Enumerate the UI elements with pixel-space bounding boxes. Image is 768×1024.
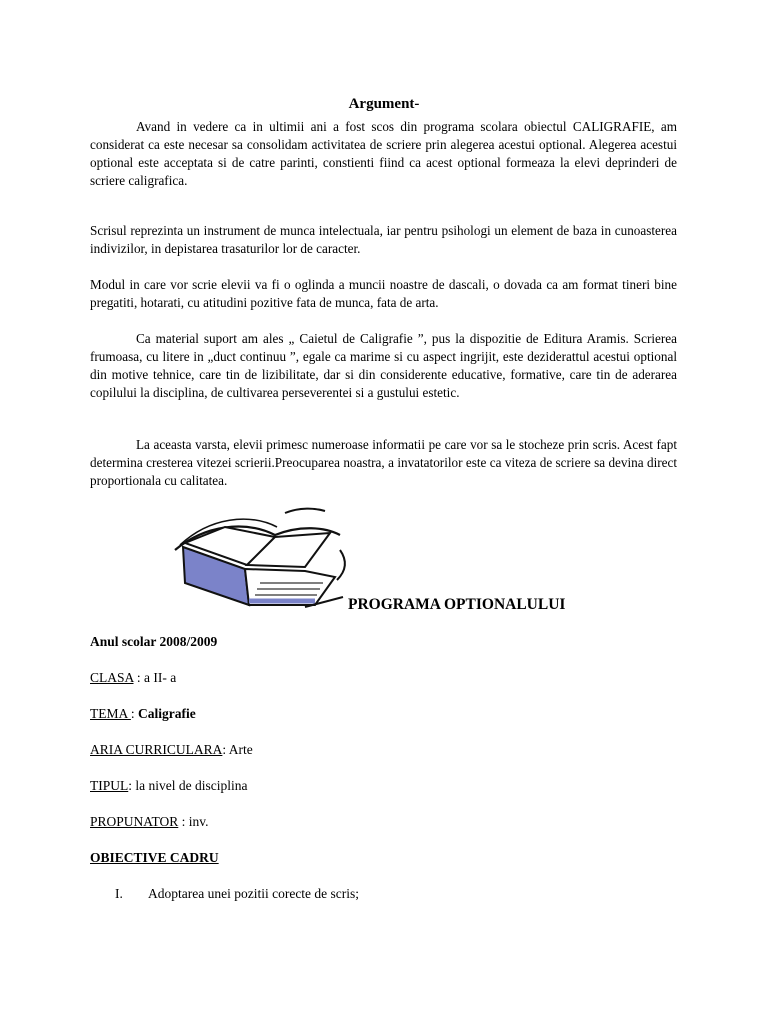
field-tema (90, 706, 196, 722)
field-separator: : (178, 814, 189, 829)
field-label: PROPUNATOR (90, 814, 179, 829)
open-book-icon (165, 505, 355, 615)
argument-heading: Argument- (348, 96, 420, 112)
argument-paragraph-2: Scrisul reprezinta un instrument de munca intelectuala, iar pentru psihologi un element de baza in cunoasterea indivizilor, in depistarea trasaturilor lor de caracter. (90, 223, 677, 256)
field-value: inv. (188, 814, 209, 829)
field-aria-curriculara (90, 742, 253, 758)
argument-paragraph-3: Modul in care vor scrie elevii va fi o oglinda a muncii noastre de dascali, o dovada ca am format tineri bine pregatiti, hotarati, cu atitudini pozitive fata de munca, fata de arta. (90, 277, 677, 310)
field-label: CLASA (90, 670, 134, 685)
field-label: TIPUL (90, 778, 129, 793)
program-title: PROGRAMA OPTIONALULUI (348, 596, 566, 613)
field-tipul (90, 778, 247, 794)
field-propunator (90, 814, 209, 830)
field-value: Caligrafie (138, 706, 196, 721)
argument-paragraph-1: Avand in vedere ca in ultimii ani a fost scos din programa scolara obiectul CALIGRAFIE, am considerat ca este necesar sa consolidam activitatea de scriere prin alegerea acestui optional. Alegerea acestui optional este acceptata si de catre parinti, constienti fiind ca acest optional formeaza la elevi deprinderi de scriere caligrafica. (90, 119, 677, 188)
field-value: Arte (228, 742, 253, 757)
field-value: a II- a (144, 670, 177, 685)
field-separator: : (128, 778, 136, 793)
field-separator: : (130, 706, 139, 721)
objective-item (115, 886, 359, 902)
field-value: la nivel de disciplina (135, 778, 248, 793)
field-label: ARIA CURRICULARA (90, 742, 223, 757)
field-separator: : (222, 742, 229, 757)
argument-paragraph-5: La aceasta varsta, elevii primesc numeroase informatii pe care vor sa le stocheze prin scris. Acest fapt determina cresterea vitezei scrierii.Preocuparea noastra, a invatatorilor este ca viteza de scriere sa devina direct proportionala cu calitatea. (90, 437, 677, 488)
field-clasa (90, 670, 176, 686)
field-separator: : (133, 670, 145, 685)
school-year: Anul scolar 2008/2009 (90, 634, 218, 649)
objective-text: Adoptarea unei pozitii corecte de scris; (148, 886, 360, 901)
argument-paragraph-4: Ca material suport am ales „ Caietul de Caligrafie ”, pus la dispozitie de Editura Aramis. Scrierea frumoasa, cu litere in „duct continuu ”, egale ca marime si cu aspect ingrijit, este deziderattul acestui optional din motive tehnice, care tin de lizibilitate, dar si din considerente educative, formative, care tin de aderarea copilului la disciplina, de cultivarea perseverentei si a gustului estetic. (90, 331, 677, 400)
objectives-heading: OBIECTIVE CADRU (90, 850, 219, 865)
objective-number: I. (115, 886, 123, 901)
field-label: TEMA (90, 706, 131, 721)
